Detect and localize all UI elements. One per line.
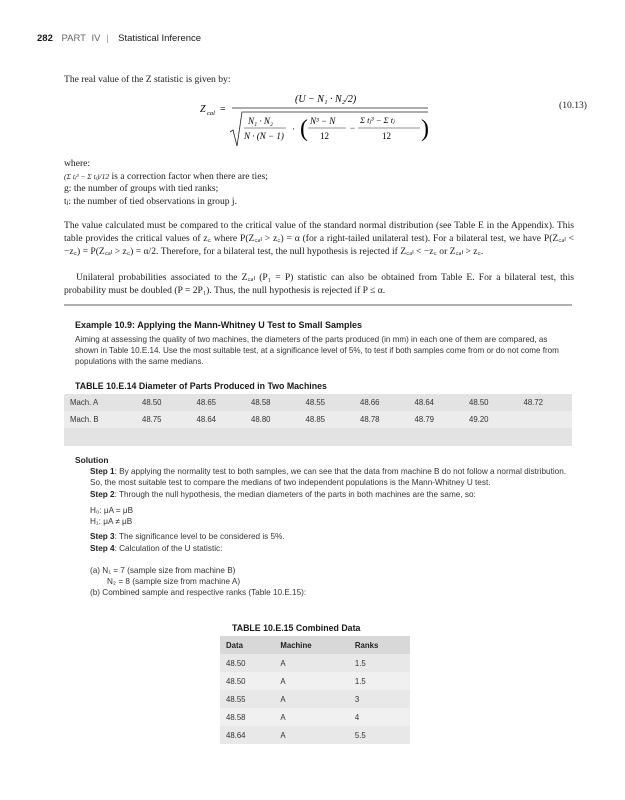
table-cell: 48.64	[409, 394, 464, 411]
table-15	[220, 636, 410, 744]
table-cell: 48.64	[191, 411, 246, 428]
hypothesis-h1: H₁: μA ≠ μB	[90, 517, 133, 526]
table-row	[64, 411, 572, 428]
table-cell: 48.75	[136, 411, 191, 428]
table-cell: 48.66	[354, 394, 409, 411]
step-1	[90, 466, 570, 488]
table-cell: A	[274, 654, 349, 672]
eq-twelve-a: 12	[320, 131, 329, 141]
table-14-title: TABLE 10.E.14 Diameter of Parts Produced in Two Machines	[75, 381, 327, 391]
eq-nn1: N · (N − 1)	[244, 131, 284, 141]
critical-value-paragraph: The value calculated must be compared to the critical value of the standard normal distribution (see Table E in the Appendix). This table provides the critical values of z꜀ where P(Z꜀ₐₗ > z꜀) = α (for a right-tailed unilateral test). For a bilateral test, we have P(Z꜀ₐₗ < −z꜀) = P(Z꜀ₐₗ > z꜀) = α/2. Therefore, for a bilateral test, the null hypothesis is rejected if Z꜀ₐₗ < −z꜀ or Z꜀ₐₗ > z꜀.	[64, 220, 574, 257]
chapter-title: Statistical Inference	[118, 33, 202, 44]
table-cell: 48.85	[300, 411, 355, 428]
example-title: Example 10.9: Applying the Mann-Whitney U Test to Small Samples	[75, 320, 363, 330]
table-cell: 48.80	[245, 411, 300, 428]
step-2	[90, 489, 570, 500]
table-14	[64, 394, 572, 446]
table-cell: 48.55	[300, 394, 355, 411]
eq-paren-right: )	[421, 116, 429, 142]
table-row-empty	[64, 428, 572, 446]
table-cell: A	[274, 708, 349, 726]
table-cell: 1.5	[349, 654, 410, 672]
where-item-2: g: the number of groups with tied ranks;	[64, 183, 219, 194]
table-cell: 48.64	[220, 726, 274, 744]
eq-n3: N³ − N	[310, 116, 336, 126]
step-3	[90, 531, 570, 542]
item-b: (b) Combined sample and respective ranks (Table 10.E.15):	[90, 588, 307, 597]
row-label: Mach. B	[64, 411, 136, 428]
example-body: Aiming at assessing the quality of two machines, the diameters of the parts produced (in mm) in each one of them are compared, as shown in Table 10.E.14. Use the most suitable test, at a significance level of 5%, to test if both samples come from or do not come from populations with the same medians.	[75, 335, 559, 366]
unilateral-paragraph: Unilateral probabilities associated to the Z꜀ₐₗ (P₁ = P) statistic can also be obtained from Table E. For a bilateral test, this probability must be doubled (P = 2P₁). Thus, the null hypothesis is rejected if P ≤ α.	[64, 272, 574, 296]
step-1-label: Step 1	[90, 467, 115, 476]
eq-twelve-b: 12	[382, 131, 391, 141]
step-4-text: : Calculation of the U statistic:	[114, 544, 223, 553]
header-separator: |	[106, 33, 109, 44]
step-4-label: Step 4	[90, 544, 115, 553]
correction-formula: (Σ tⱼ³ − Σ tⱼ)/12	[64, 171, 110, 181]
table-cell: 4	[349, 708, 410, 726]
step-1-text: : By applying the normality test to both samples, we can see that the data from machine B do not follow a normal distribution. So, the most suitable test to compare the medians of two independent populations is the Mann-Whitney U test.	[90, 467, 567, 487]
where-item-1-text: is a correction factor when there are ties;	[109, 170, 268, 182]
table-cell: 48.55	[220, 690, 274, 708]
page-number: 282	[37, 33, 53, 44]
table-cell	[518, 411, 573, 428]
table-cell: 48.58	[220, 708, 274, 726]
table-header-row	[220, 636, 410, 654]
where-list	[64, 158, 268, 208]
table-cell: 48.50	[463, 394, 518, 411]
table-cell: A	[274, 726, 349, 744]
table-cell: A	[274, 690, 349, 708]
solution-heading: Solution	[75, 455, 109, 465]
table-cell: 5.5	[349, 726, 410, 744]
table-row	[220, 726, 410, 744]
step-4	[90, 543, 570, 554]
eq-numerator: (U − N₁ · N₂/2)	[295, 94, 357, 105]
table-cell: 48.58	[245, 394, 300, 411]
column-header: Data	[220, 636, 274, 654]
table-cell: 3	[349, 690, 410, 708]
where-item-3: tⱼ: the number of tied observations in group j.	[64, 195, 238, 207]
table-cell: 48.50	[220, 672, 274, 690]
eq-dot: ·	[292, 124, 295, 134]
eq-n1n2: N₁ · N₂	[248, 116, 274, 126]
eq-lhs-sub: cal	[207, 110, 215, 117]
table-cell: 48.72	[518, 394, 573, 411]
step-2-label: Step 2	[90, 490, 115, 499]
step-3-label: Step 3	[90, 532, 115, 541]
table-cell: 49.20	[463, 411, 518, 428]
table-row	[220, 690, 410, 708]
table-cell: 48.50	[136, 394, 191, 411]
eq-lhs: Z	[200, 104, 206, 115]
eq-paren-left: (	[300, 116, 308, 142]
column-header: Ranks	[349, 636, 410, 654]
example-divider	[64, 304, 572, 306]
table-cell: 48.50	[220, 654, 274, 672]
table-row	[64, 394, 572, 411]
equation-number: (10.13)	[559, 100, 587, 111]
part-label: PART	[61, 33, 86, 44]
table-cell: 48.65	[191, 394, 246, 411]
eq-equals: =	[220, 104, 226, 115]
where-label: where:	[64, 158, 91, 169]
column-header: Machine	[274, 636, 349, 654]
step-3-text: : The significance level to be considered is 5%.	[114, 532, 285, 541]
z-statistic-equation	[200, 88, 460, 153]
table-row	[220, 708, 410, 726]
table-cell: 48.78	[354, 411, 409, 428]
where-item-1	[64, 171, 268, 184]
step-2-text: : Through the null hypothesis, the median diameters of the parts in both machines are the same, so:	[114, 490, 476, 499]
table-15-title: TABLE 10.E.15 Combined Data	[232, 623, 361, 633]
item-a-2: N₂ = 8 (sample size from machine A)	[107, 577, 241, 586]
table-row	[220, 654, 410, 672]
row-label: Mach. A	[64, 394, 136, 411]
part-number: IV	[91, 33, 101, 44]
page-header	[37, 33, 201, 44]
eq-minus: −	[350, 123, 356, 133]
table-cell: 1.5	[349, 672, 410, 690]
eq-sum-term: Σ tⱼ³ − Σ tⱼ	[360, 115, 395, 125]
intro-text: The real value of the Z statistic is given by:	[64, 74, 231, 85]
hypothesis-h0: H₀: μA = μB	[90, 506, 134, 515]
item-a: (a) N₁ = 7 (sample size from machine B)	[90, 566, 236, 575]
table-cell: 48.79	[409, 411, 464, 428]
table-row	[220, 672, 410, 690]
table-cell: A	[274, 672, 349, 690]
